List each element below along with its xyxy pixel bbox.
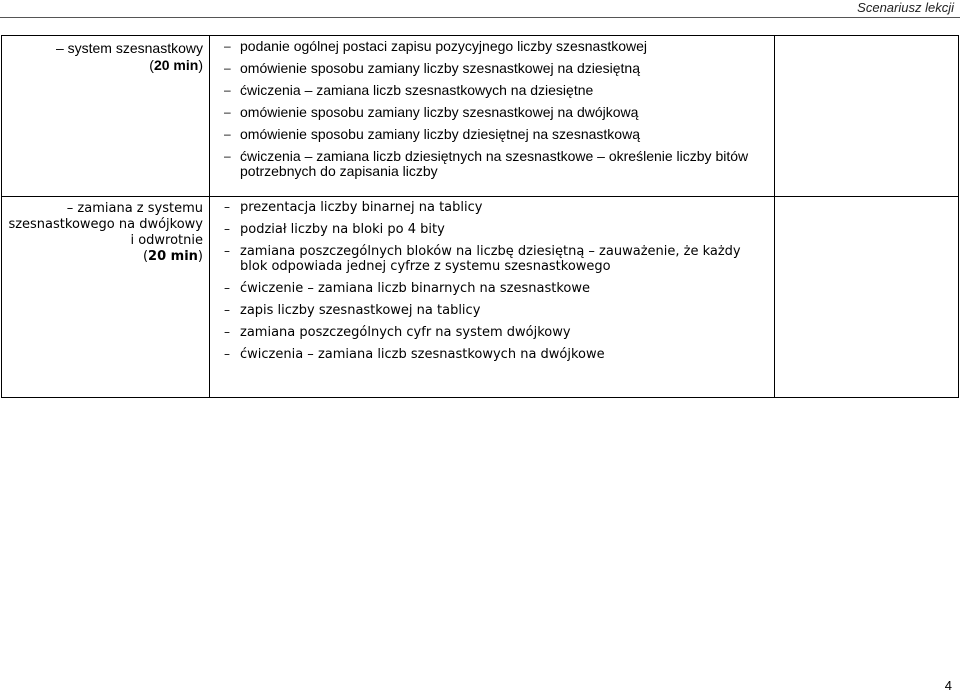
topic-cell bbox=[2, 197, 210, 398]
activity-item: – podanie ogólnej postaci zapisu pozycyjnego liczby szesnastkowej bbox=[224, 38, 648, 54]
topic-label: – system szesnastkowy bbox=[55, 40, 203, 56]
document-header-title: Scenariusz lekcji bbox=[857, 0, 954, 15]
activity-item: – ćwiczenia – zamiana liczb dziesiętnych na szesnastkowe – określenie liczby bitów potrzebnych do zapisania liczby bbox=[224, 148, 749, 179]
lesson-table bbox=[1, 35, 959, 398]
activity-item: – podział liczby na bloki po 4 bity bbox=[224, 222, 445, 237]
activity-list bbox=[210, 197, 774, 362]
activity-item: – omówienie sposobu zamiany liczby dziesiętnej na szesnastkową bbox=[224, 126, 640, 142]
notes-cell bbox=[775, 197, 959, 398]
activity-item: – zamiana poszczególnych cyfr na system dwójkowy bbox=[224, 325, 571, 340]
notes-cell bbox=[775, 36, 959, 197]
topic-duration: (20 min) bbox=[149, 57, 203, 73]
activities-cell bbox=[210, 36, 775, 197]
topic-label: – zamiana z systemu szesnastkowego na dwójkowy i odwrotnie bbox=[8, 201, 203, 248]
activity-item: – ćwiczenia – zamiana liczb szesnastkowych na dziesiętne bbox=[224, 82, 594, 98]
topic-cell bbox=[2, 36, 210, 197]
activity-item: – zapis liczby szesnastkowej na tablicy bbox=[224, 303, 481, 318]
lesson-row bbox=[2, 36, 959, 197]
activity-item: – ćwiczenie – zamiana liczb binarnych na szesnastkowe bbox=[224, 281, 590, 296]
activity-item: – ćwiczenia – zamiana liczb szesnastkowych na dwójkowe bbox=[224, 347, 605, 362]
activity-item: – prezentacja liczby binarnej na tablicy bbox=[224, 200, 483, 215]
activity-item: – omówienie sposobu zamiany liczby szesnastkowej na dwójkową bbox=[224, 104, 639, 120]
activities-cell bbox=[210, 197, 775, 398]
topic-duration: (20 min) bbox=[142, 249, 203, 264]
page-number: 4 bbox=[944, 678, 952, 693]
header-rule bbox=[0, 17, 960, 18]
activity-item: – omówienie sposobu zamiany liczby szesnastkowej na dziesiętną bbox=[224, 60, 640, 76]
lesson-row bbox=[2, 197, 959, 398]
activity-list bbox=[210, 36, 774, 179]
activity-item: – zamiana poszczególnych bloków na liczbę dziesiętną – zauważenie, że każdy blok odpowiada jednej cyfrze z systemu szesnastkowego bbox=[224, 244, 741, 274]
